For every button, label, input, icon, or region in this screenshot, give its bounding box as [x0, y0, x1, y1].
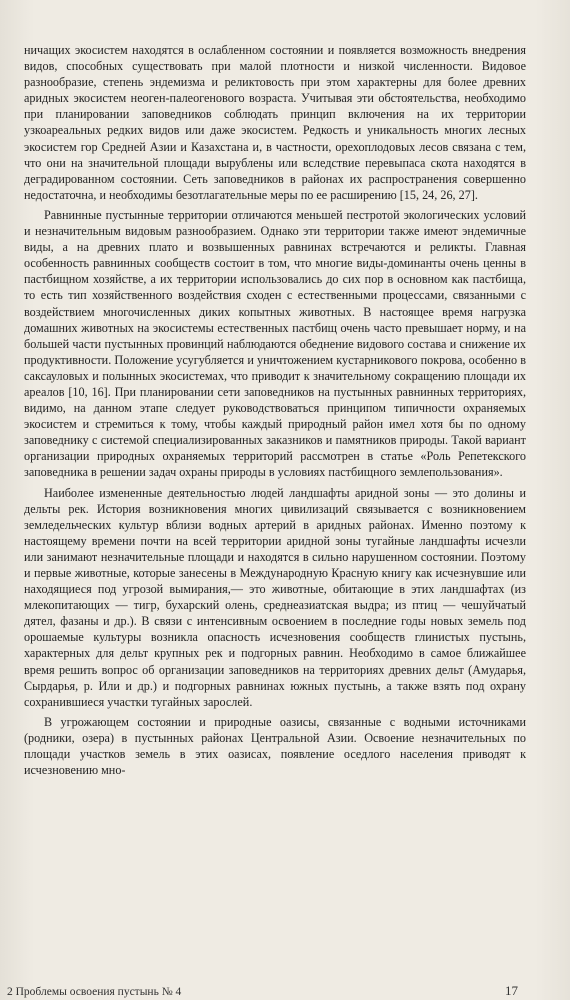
paragraph-4: В угрожающем состоянии и природные оазисы, связанные с водными источниками (родники, озера) в пустынных районах Центральной Азии. Освоение незначительных по площади участков земель в этих оазисах, появление оседлого населения приводят к исчезновению мно- [24, 714, 526, 778]
footer-signature: 2 Проблемы освоения пустынь № 4 [7, 986, 182, 998]
body-text [24, 42, 526, 778]
page-number: 17 [505, 983, 518, 998]
paragraph-2: Равнинные пустынные территории отличаются меньшей пестротой экологических условий и незначительным видовым разнообразием. Однако эти территории также имеют эндемичные виды, а на древних плато и возвышенных равнинах встречаются и реликты. Главная особенность равнинных сообществ состоит в том, что многие виды-доминанты очень ценны в пастбищном хозяйстве, а их территории использовались до сих пор в основном как пастбища, то есть тип хозяйственного воздействия сходен с естественными процессами, связанными с воздействием многочисленных диких копытных животных. В настоящее время нагрузка домашних животных на экосистемы естественных пастбищ очень часто превышает норму, и на большей части пустынных провинций наблюдаются обеднение видового состава и снижение их продуктивности. Положение усугубляется и уничтожением кустарникового покрова, особенно в саксауловых и полынных экосистемах, что приводит к значительному сокращению площади их ареалов [10, 16]. При планировании сети заповедников на пустынных равнинных территориях, видимо, на данном этапе следует руководствоваться принципом типичности охраняемых экосистем и стремиться к тому, чтобы каждый природный район имел хотя бы по одному заповеднику с системой специализированных заказников и памятников природы. Такой вариант организации природных охраняемых территорий рассмотрен в статье «Роль Репетекского заповедника в решении задач охраны природы в условиях пастбищного землепользования». [24, 207, 526, 480]
paragraph-1: ничащих экосистем находятся в ослабленном состоянии и появляется возможность внедрения видов, способных существовать при малой плотности и низкой численности. Видовое разнообразие, степень эндемизма и реликтовость при этом характерны для более древних аридных экосистем неоген-палеогенового возраста. Учитывая эти обстоятельства, необходимо при планировании заповедников соблюдать принцип включения на их территории узкоареальных редких видов или даже экосистем. Редкость и уникальность многих лесных экосистем гор Средней Азии и Казахстана и, в частности, орехоплодовых лесов связана с тем, что они на значительной площади вырублены или вследствие перевыпаса скота находятся в деградированном состоянии. Сеть заповедников в районах их распространения совершенно недостаточна, и необходимы безотлагательные меры по ее расширению [15, 24, 26, 27]. [24, 43, 526, 202]
paragraph-3: Наиболее измененные деятельностью людей ландшафты аридной зоны — это долины и дельты рек. История возникновения многих цивилизаций связывается с возникновением земледельческих культур вблизи водных артерий в аридных районах. Именно поэтому к настоящему времени почти на всей территории аридной зоны тугайные ландшафты исчезли или занимают незначительные площади и находятся в сильно нарушенном состоянии. Поэтому и первые животные, которые занесены в Международную Красную книгу как исчезнувшие или находящиеся под угрозой вымирания,— это животные, обитающие в этих ландшафтах (из млекопитающих — тигр, бухарский олень, среднеазиатская выдра; из птиц — чешуйчатый дятел, фазаны и др.). В связи с интенсивным освоением в последние годы новых земель под орошаемые культуры возникла опасность исчезновения сообществ глинистых пустынь, характерных для дельт крупных рек и подгорных равнин. Необходимо в самое ближайшее время решить вопрос об организации заповедников на территориях древних дельт (Амударья, Сырдарья, р. Или и др.) и подгорных равнинах южных пустынь, а также взять под охрану сохранившиеся участки тугайных зарослей. [24, 485, 526, 709]
